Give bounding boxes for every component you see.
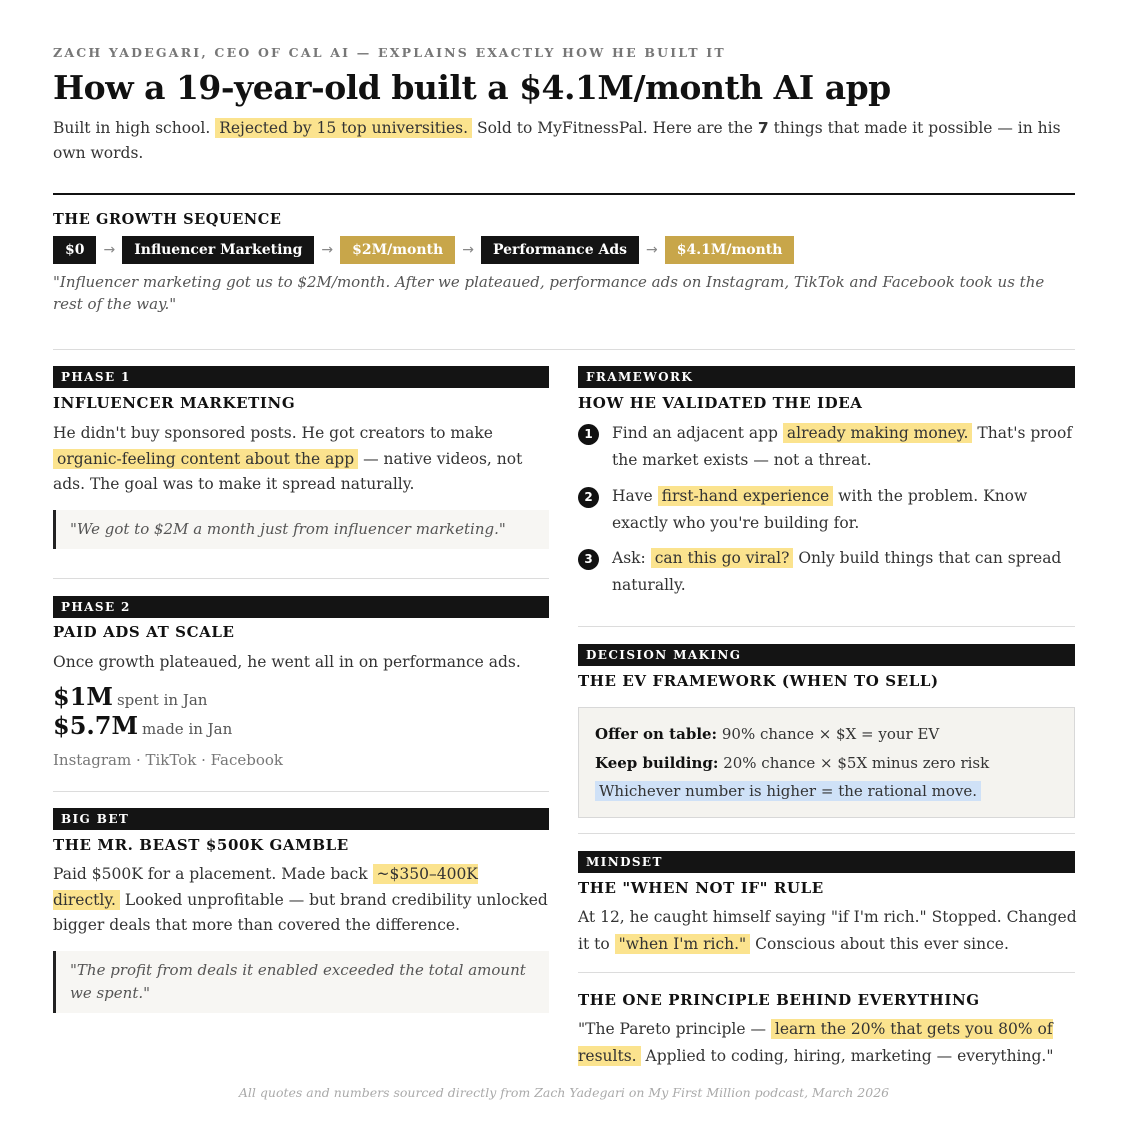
bigbet-title: THE MR. BEAST $500K GAMBLE <box>53 836 349 854</box>
growth-sequence-label: THE GROWTH SEQUENCE <box>53 211 282 228</box>
bigbet-bar: BIG BET <box>53 808 549 830</box>
principle-text-pre: "The Pareto principle — <box>578 1020 766 1038</box>
framework-item-2 <box>578 483 1078 536</box>
subtitle-mid: Sold to MyFitnessPal. Here are the <box>476 119 753 137</box>
platforms: Instagram · TikTok · Facebook <box>53 751 284 769</box>
item-pre: Have <box>612 487 653 505</box>
item-pre: Ask: <box>612 549 646 567</box>
item-pre: Find an adjacent app <box>612 424 778 442</box>
stat-spent <box>53 682 207 711</box>
framework-item-text <box>612 545 1078 598</box>
growth-step-influencer: Influencer Marketing <box>122 236 314 264</box>
item-highlight: first-hand experience <box>658 486 834 506</box>
footer-source: All quotes and numbers sourced directly from Zach Yadegari on My First Million podcast, March 2026 <box>238 1085 890 1100</box>
growth-step-2m: $2M/month <box>340 236 455 264</box>
subtitle-number: 7 <box>757 119 769 137</box>
mindset-title: THE "WHEN NOT IF" RULE <box>578 879 824 897</box>
ev-line-offer <box>595 720 1058 749</box>
framework-item-text <box>612 420 1078 473</box>
bigbet-quote: "The profit from deals it enabled exceeded the total amount we spent." <box>53 951 549 1013</box>
number-badge: 3 <box>578 549 599 570</box>
principle-text-post: Applied to coding, hiring, marketing — everything." <box>645 1047 1054 1065</box>
stat-made <box>53 711 232 740</box>
mindset-bar: MINDSET <box>578 851 1075 873</box>
growth-step-start: $0 <box>53 236 96 264</box>
divider <box>578 833 1075 834</box>
subtitle <box>53 116 1075 166</box>
bigbet-text-pre: Paid $500K for a placement. Made back <box>53 865 368 883</box>
item-post: That's proof the market exists — not a threat. <box>612 424 1073 469</box>
framework-item-1 <box>578 420 1078 473</box>
phase1-title: INFLUENCER MARKETING <box>53 394 296 412</box>
kicker: ZACH YADEGARI, CEO OF CAL AI — EXPLAINS EXACTLY HOW HE BUILT IT <box>53 45 726 60</box>
growth-quote: "Influencer marketing got us to $2M/month. After we plateaued, performance ads on Instagram, TikTok and Facebook took us the rest of the way." <box>53 273 1045 313</box>
bigbet-highlight: ~$350–400K directly. <box>53 865 478 909</box>
divider <box>53 349 1075 350</box>
phase1-text <box>53 421 549 498</box>
growth-sequence <box>53 236 794 264</box>
page-title: How a 19-year-old built a $4.1M/month AI app <box>53 68 891 107</box>
phase1-text-post: — native videos, not ads. The goal was to make it spread naturally. <box>53 449 523 493</box>
divider <box>578 972 1075 973</box>
phase1-highlight: organic-feeling content about the app <box>53 449 358 469</box>
subtitle-post: things that made it possible — in his own words. <box>53 119 1061 162</box>
decision-title: THE EV FRAMEWORK (WHEN TO SELL) <box>578 672 939 690</box>
mindset-text-post: Conscious about this ever since. <box>755 935 1009 953</box>
number-badge: 1 <box>578 424 599 445</box>
phase2-bar: PHASE 2 <box>53 596 549 618</box>
mindset-text <box>578 904 1078 958</box>
framework-item-3 <box>578 545 1078 598</box>
phase1-text-pre: He didn't buy sponsored posts. He got creators to make <box>53 424 493 442</box>
mindset-highlight: "when I'm rich." <box>615 934 751 954</box>
divider <box>578 626 1075 627</box>
phase2-title: PAID ADS AT SCALE <box>53 623 235 641</box>
arrow-icon: → <box>103 242 116 258</box>
ev-keep-label: Keep building: <box>595 753 719 772</box>
item-highlight: can this go viral? <box>651 548 794 568</box>
ev-framework-box <box>578 707 1075 818</box>
ev-line-result <box>595 777 1058 806</box>
principle-title: THE ONE PRINCIPLE BEHIND EVERYTHING <box>578 991 980 1009</box>
arrow-icon: → <box>646 242 658 258</box>
principle-text <box>578 1016 1078 1070</box>
header-divider <box>53 193 1075 195</box>
ev-keep-text: 20% chance × $5X minus zero risk <box>723 753 990 772</box>
ev-result-highlight: Whichever number is higher = the rational move. <box>595 781 981 801</box>
growth-step-performance: Performance Ads <box>481 236 639 264</box>
phase2-text: Once growth plateaued, he went all in on performance ads. <box>53 653 521 671</box>
ev-offer-text: 90% chance × $X = your EV <box>721 725 940 743</box>
divider <box>53 578 549 579</box>
divider <box>53 791 549 792</box>
stat-made-value: $5.7M <box>53 711 139 740</box>
principle-highlight: learn the 20% that gets you 80% of results. <box>578 1020 1053 1065</box>
stat-spent-label: spent in Jan <box>116 691 208 709</box>
ev-offer-label: Offer on table: <box>595 725 718 743</box>
subtitle-pre: Built in high school. <box>53 119 211 137</box>
decision-bar: DECISION MAKING <box>578 644 1075 666</box>
growth-step-4m: $4.1M/month <box>665 236 795 264</box>
framework-item-text <box>612 483 1078 536</box>
framework-bar: FRAMEWORK <box>578 366 1075 388</box>
ev-line-keep <box>595 749 1058 778</box>
bigbet-text-post: Looked unprofitable — but brand credibility unlocked bigger deals that more than covered the difference. <box>53 890 548 934</box>
phase1-quote: "We got to $2M a month just from influencer marketing." <box>53 510 549 549</box>
mindset-text-pre: At 12, he caught himself saying "if I'm rich." Stopped. Changed it to <box>578 908 1077 953</box>
item-post: Only build things that can spread naturally. <box>612 549 1062 594</box>
stat-spent-value: $1M <box>53 682 113 711</box>
arrow-icon: → <box>462 242 474 258</box>
framework-title: HOW HE VALIDATED THE IDEA <box>578 394 863 412</box>
stat-made-label: made in Jan <box>142 720 233 738</box>
arrow-icon: → <box>321 242 334 258</box>
bigbet-text <box>53 862 549 939</box>
item-highlight: already making money. <box>783 423 973 443</box>
subtitle-highlight: Rejected by 15 top universities. <box>215 118 472 138</box>
number-badge: 2 <box>578 487 599 508</box>
item-post: with the problem. Know exactly who you're building for. <box>612 487 1028 532</box>
phase1-bar: PHASE 1 <box>53 366 549 388</box>
